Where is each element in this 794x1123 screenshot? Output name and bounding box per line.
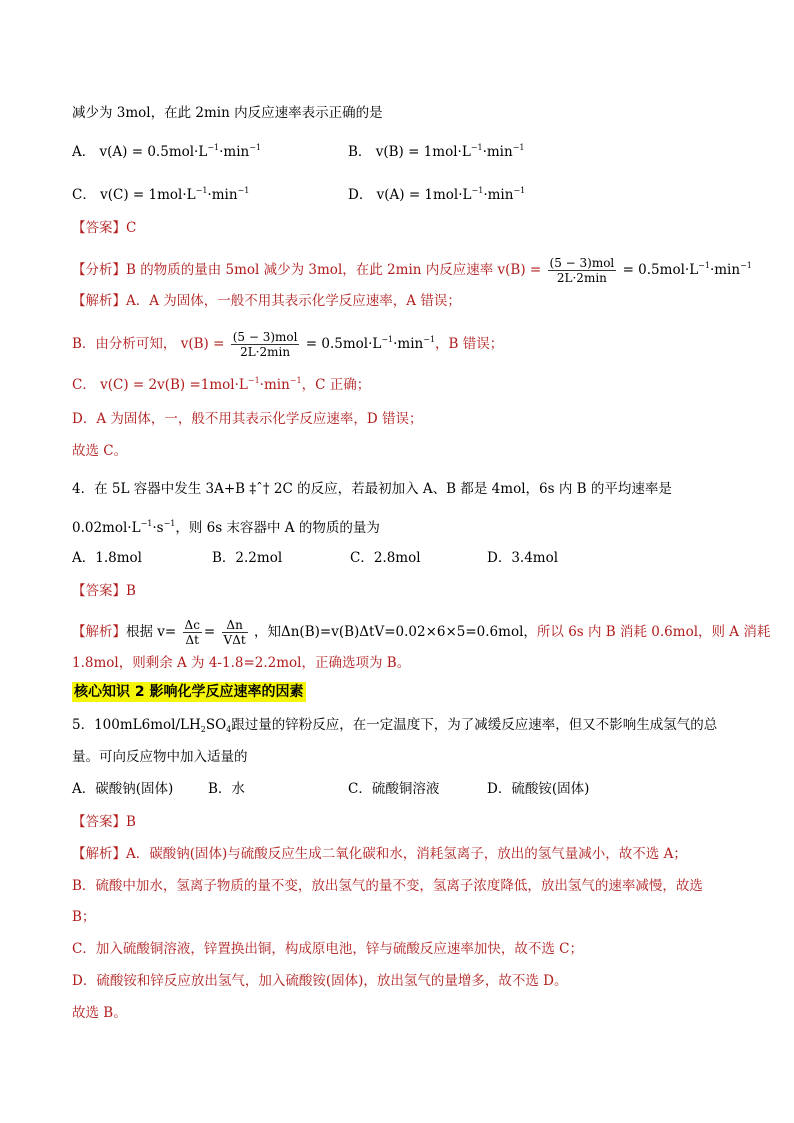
q4-option-d: D．3.4mol [487,550,559,566]
q5-conclusion: 故选 B。 [72,1005,127,1021]
q5-explain-c: C．加入硫酸铜溶液，锌置换出铜，构成原电池，锌与硫酸反应速率加快，故不选 C； [72,941,583,957]
q3-explain-b: B．由分析可知， v(B) = $\frac{\text{(5 − 3)mol}}{2L\cdot 2\min}$ = $0.5mol\cdot L^{-1}\cdot\min^{-1}$，B 错误； [72,330,504,359]
q3-explain-c: C． $v(C) = 2v(B) =1mol\cdot L^{-1}\cdot\min^{-1}$，C 正确； [72,376,371,393]
q5-option-a: A．碳酸钠(固体) [72,781,174,797]
q3-conclusion: 故选 C。 [72,443,128,459]
q3-explain-b-fraction: $\frac{\text{(5 − 3)mol}}{2L\cdot 2\min}$ [232,330,298,359]
q3-analysis: 【分析】B 的物质的量由 5mol 减少为 3mol，在此 2min 内反应速率 v(B) = $\frac{\text{(5 − 3)mol}}{2L\cdot 2\min}$ = $0.5mol\cdot L^{-1}\cdot\min^{-1}$ [72,256,752,285]
q4-stem-line1: 4．在 5L 容器中发生 3A+B ‡ˆ† 2C 的反应，若最初加入 A、B 都是 4mol，6s 内 B 的平均速率是 [72,481,672,497]
q3-answer: 【答案】C [72,220,137,236]
q5-answer: 【答案】B [72,814,136,830]
q4-explain-line1: 【解析】根据 v= $\frac{\Delta c}{\Delta t}$ = $\frac{\Delta n}{\text{VΔt}}$ ，知Δn(B)=v(B)ΔtV=0.02×6×5=0.6mol，所以 6s 内 B 消耗 0.6mol，则 A 消耗 [72,618,771,647]
q5-explain-d: D．硫酸铵和锌反应放出氢气，加入硫酸铵(固体)，放出氢气的量增多，故不选 D。 [72,973,568,989]
q3-option-d: D． $v(A) = 1mol\cdot L^{-1}\cdot\min^{-1}$ [348,186,526,203]
q3-explain-d: D．A 为固体，一，般不用其表示化学反应速率，D 错误； [72,411,423,427]
q3-option-c: C． $v(C) = 1mol\cdot L^{-1}\cdot\min^{-1}$ [72,186,250,203]
q3-stem-tail: 减少为 3mol，在此 2min 内反应速率表示正确的是 [72,105,383,121]
q5-stem-line2: 量。可向反应物中加入适量的 [72,749,248,765]
q4-option-b: B．2.2mol [212,550,283,566]
q5-explain-b-line1: B．硫酸中加水，氢离子物质的量不变，放出氢气的量不变，氢离子浓度降低，放出氢气的速率减慢，故选 [72,878,703,894]
q3-option-b: B． $v(B) = 1mol\cdot L^{-1}\cdot\min^{-1}$ [348,143,525,160]
q5-explain-b-line2: B； [72,909,96,925]
q5-option-d: D．硫酸铵(固体) [487,781,590,797]
q4-fraction-dc-dt: $\frac{\Delta c}{\Delta t}$ [184,618,200,647]
q5-stem-line1: 5．$100mL6mol/LH_2SO_4$跟过量的锌粉反应，在一定温度下，为了减缓反应速率，但又不影响生成氢气的总 [72,717,718,734]
q4-option-a: A．1.8mol [72,550,142,566]
q3-option-a: A． $v(A) = 0.5mol\cdot L^{-1}\cdot\min^{-1}$ [72,143,262,160]
q3-explain-a: 【解析】A．A 为固体，一般不用其表示化学反应速率，A 错误； [72,293,461,309]
q4-answer: 【答案】B [72,583,136,599]
q5-explain-a: 【解析】A．碳酸钠(固体)与硫酸反应生成二氧化碳和水，消耗氢离子，放出的氢气量减小，故不选 A； [72,846,687,862]
q3-analysis-fraction: $\frac{\text{(5 − 3)mol}}{2L\cdot 2\min}$ [549,256,615,285]
q4-explain-line2: 1.8mol，则剩余 A 为 4-1.8=2.2mol，正确选项为 B。 [72,655,411,671]
section-heading: 核心知识 2 影响化学反应速率的因素 [74,684,304,700]
q5-option-b: B．水 [208,781,245,797]
q4-fraction-dn-vdt: $\frac{\Delta n}{\text{VΔt}}$ [223,618,246,647]
q5-option-c: C．硫酸铜溶液 [348,781,440,797]
q4-stem-line2: $0.02mol\cdot L^{-1}\cdot s^{-1}$，则 6s 末容器中 A 的物质的量为 [72,519,380,536]
q4-option-c: C．2.8mol [350,550,421,566]
